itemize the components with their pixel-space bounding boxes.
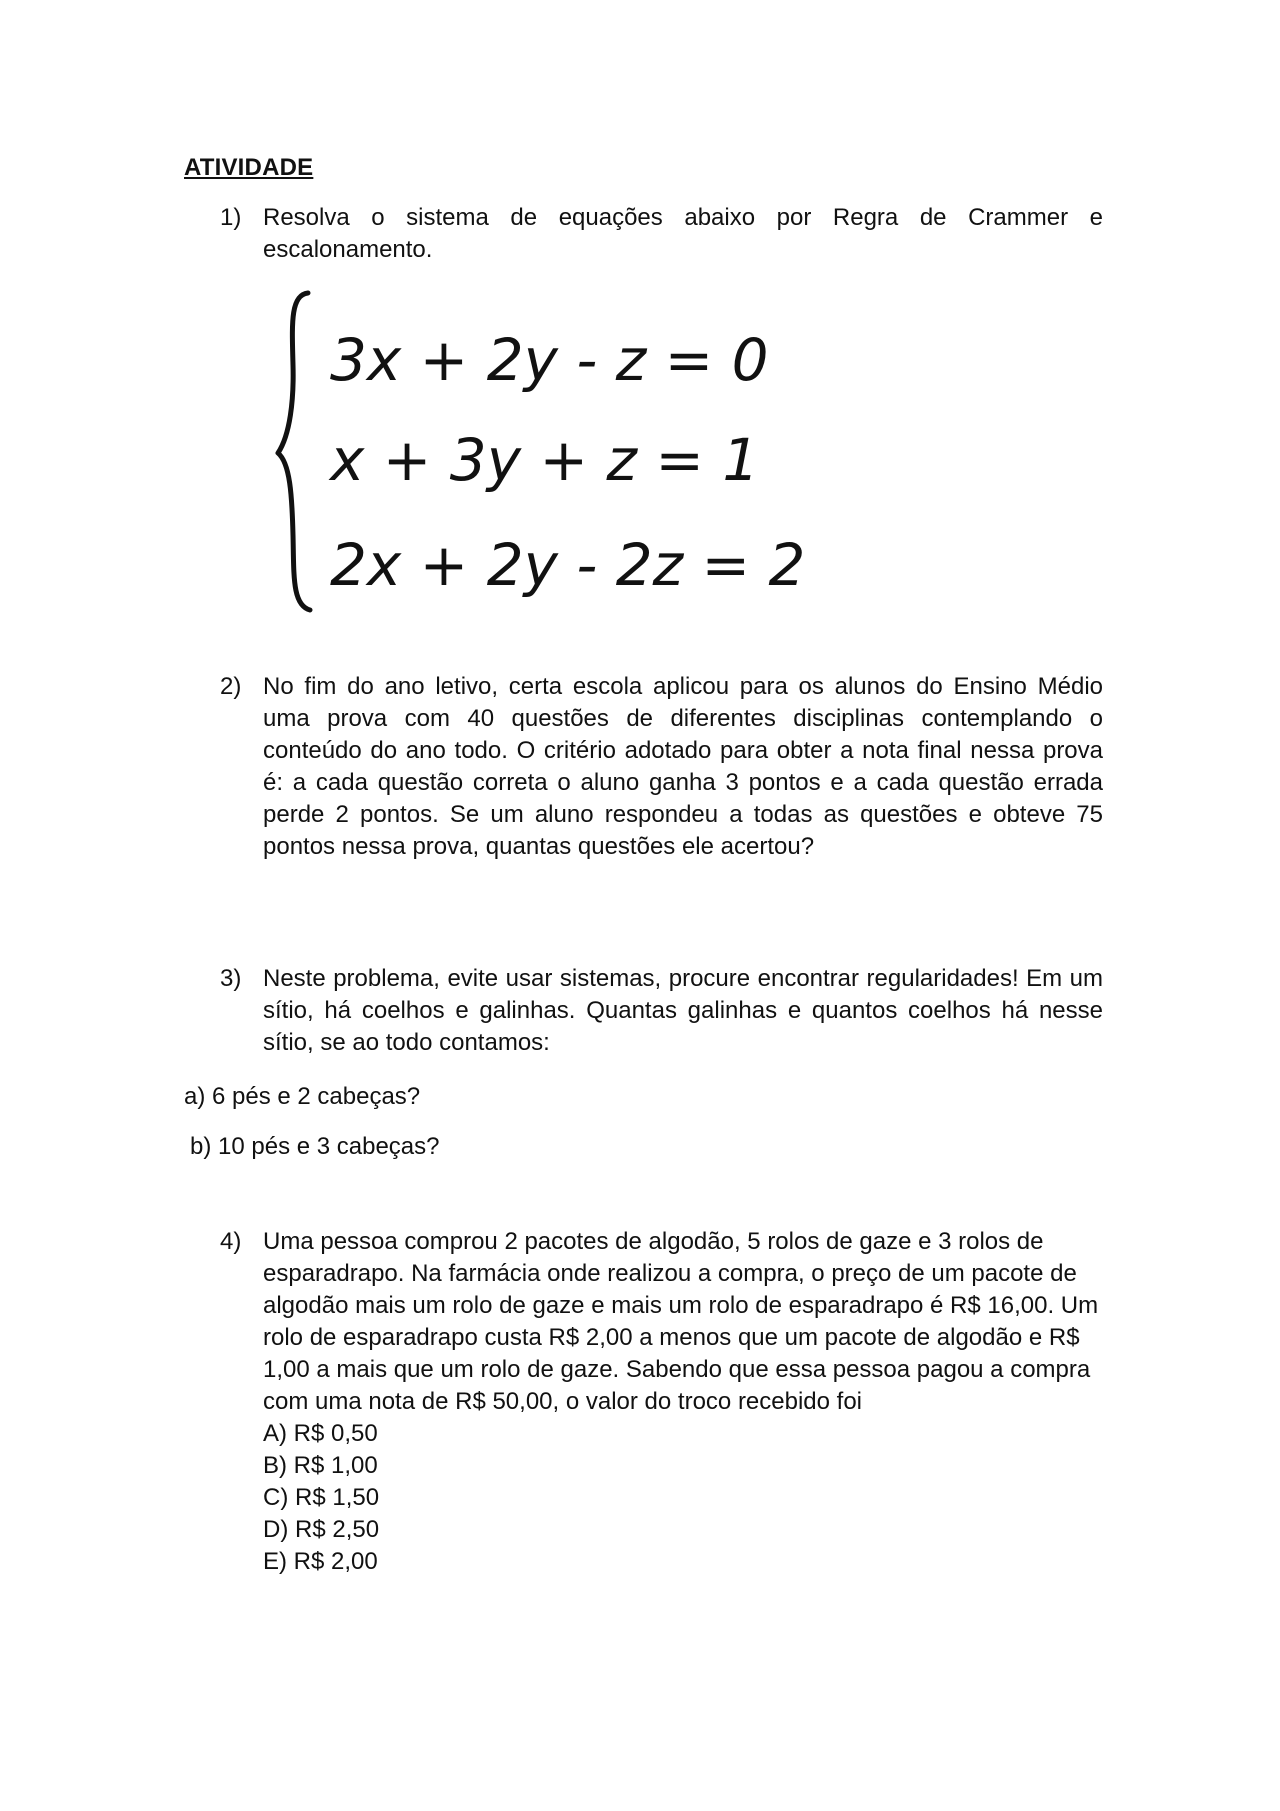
question-3: [220, 963, 1103, 1059]
answer-option-d: D) R$ 2,50: [263, 1516, 380, 1543]
handwritten-equation-system: [270, 285, 870, 625]
question-number: 2): [220, 673, 242, 700]
question-1: [220, 202, 1103, 266]
equation-line: 2x + 2y - 2z = 2: [330, 531, 806, 599]
page-title: ATIVIDADE: [184, 154, 314, 181]
question-4: [220, 1226, 1103, 1578]
brace-icon: [278, 293, 310, 610]
question-text: Neste problema, evite usar sistemas, procure encontrar regularidades! Em um sítio, há coelhos e galinhas. Quantas galinhas e quantos coelhos há nesse sítio, se ao todo contamos:: [263, 965, 1103, 1056]
question-2: [220, 671, 1103, 863]
question-number: 1): [220, 204, 242, 231]
question-text: Resolva o sistema de equações abaixo por Regra de Crammer e escalonamento.: [263, 204, 1103, 263]
sub-question-b: b) 10 pés e 3 cabeças?: [190, 1133, 440, 1160]
equation-line: x + 3y + z = 1: [330, 426, 760, 494]
answer-option-c: C) R$ 1,50: [263, 1484, 380, 1511]
equation-line: 3x + 2y - z = 0: [330, 326, 769, 394]
question-number: 3): [220, 965, 242, 992]
question-text: Uma pessoa comprou 2 pacotes de algodão, 5 rolos de gaze e 3 rolos de esparadrapo. Na farmácia onde realizou a compra, o preço de um pacote de algodão mais um rolo de gaze e mais um rolo de esparadrapo é R$ 16,00. Um rolo de esparadrapo custa R$ 2,00 a menos que um pacote de algodão e R$ 1,00 a mais que um rolo de gaze. Sabendo que essa pessoa pagou a compra com uma nota de R$ 50,00, o valor do troco recebido foi: [263, 1228, 1099, 1415]
answer-option-a: A) R$ 0,50: [263, 1420, 378, 1447]
sub-question-a: a) 6 pés e 2 cabeças?: [184, 1083, 421, 1110]
question-number: 4): [220, 1228, 242, 1255]
question-text: No fim do ano letivo, certa escola aplicou para os alunos do Ensino Médio uma prova com 40 questões de diferentes disciplinas contemplando o conteúdo do ano todo. O critério adotado para obter a nota final nessa prova é: a cada questão correta o aluno ganha 3 pontos e a cada questão errada perde 2 pontos. Se um aluno respondeu a todas as questões e obteve 75 pontos nessa prova, quantas questões ele acertou?: [263, 673, 1103, 860]
answer-option-b: B) R$ 1,00: [263, 1452, 378, 1479]
answer-option-e: E) R$ 2,00: [263, 1548, 378, 1575]
answer-options: [263, 1418, 1103, 1578]
